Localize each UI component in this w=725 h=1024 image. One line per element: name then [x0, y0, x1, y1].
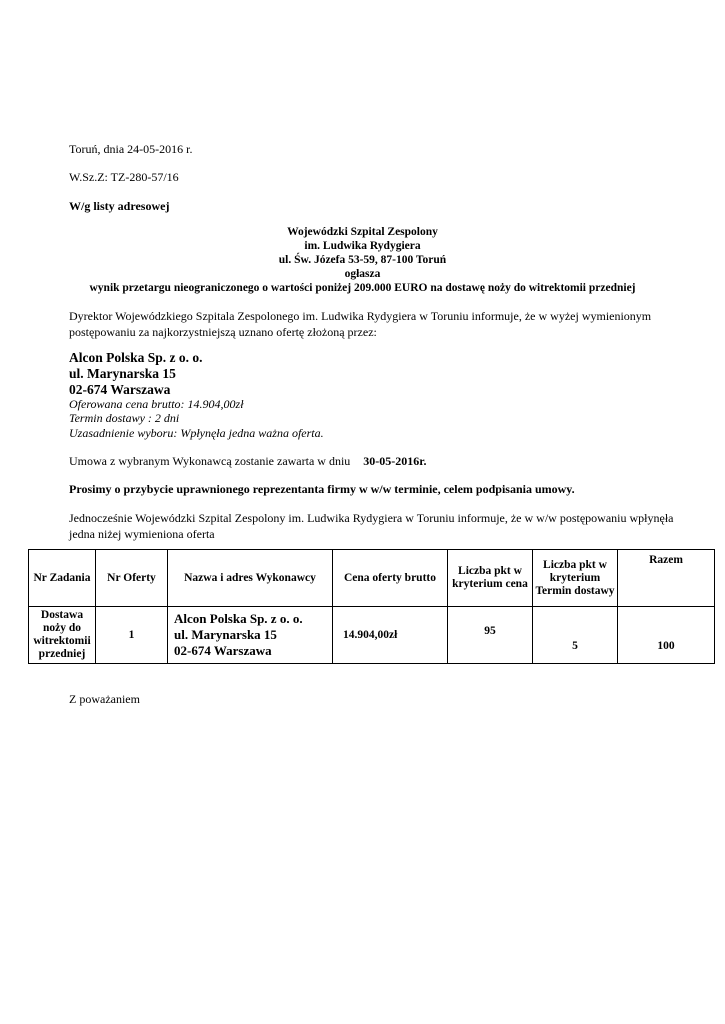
contract-text: Umowa z wybranym Wykonawcą zostanie zawarta w dniu [69, 454, 351, 468]
issuer-name: Wojewódzki Szpital Zespolony [287, 226, 438, 238]
intro-paragraph: Dyrektor Wojewódzkiego Szpitala Zespolonego im. Ludwika Rydygiera w Toruniu informuje, że w wyżej wymienionym postępowaniu za najkorzystniejszą uznano ofertę złożoną przez: [69, 309, 652, 339]
cell-cena: 14.904,00zł [333, 607, 448, 664]
winner-street: ul. Marynarska 15 [69, 366, 176, 381]
cell-wykonawca [168, 607, 333, 664]
winner-name: Alcon Polska Sp. z o. o. [69, 350, 203, 365]
winner-city: 02-674 Warszawa [69, 382, 171, 397]
table-row [29, 607, 715, 664]
distribution-note: W/g listy adresowej [69, 199, 170, 213]
reference-number: W.Sz.Z: TZ-280-57/16 [69, 170, 179, 184]
header-nr-zadania: Nr Zadania [29, 550, 96, 607]
cell-razem: 100 [618, 607, 715, 664]
issuer-announces: ogłasza [344, 268, 381, 280]
cell-pkt-termin: 5 [533, 607, 618, 664]
closing-greeting: Z poważaniem [69, 692, 140, 706]
header-cena: Cena oferty brutto [333, 550, 448, 607]
cell-pkt-cena: 95 [448, 607, 533, 664]
cell-wykonawca-name: Alcon Polska Sp. z o. o. [174, 611, 303, 626]
header-razem: Razem [618, 550, 715, 607]
tender-subject: wynik przetargu nieograniczonego o wartości poniżej 209.000 EURO na dostawę noży do witrektomii przedniej [89, 282, 636, 294]
results-table [28, 549, 715, 664]
cell-wykonawca-city: 02-674 Warszawa [174, 643, 272, 658]
issuer-patron: im. Ludwika Rydygiera [304, 240, 421, 252]
cell-zadanie: Dostawa noży do witrektomii przedniej [29, 607, 96, 664]
header-pkt-cena: Liczba pkt w kryterium cena [448, 550, 533, 607]
winner-delivery: Termin dostawy : 2 dni [69, 411, 180, 425]
contract-date: 30-05-2016r. [363, 454, 427, 468]
cell-oferta: 1 [96, 607, 168, 664]
winner-justification: Uzasadnienie wyboru: Wpłynęła jedna ważna oferta. [69, 426, 324, 440]
header-wykonawca: Nazwa i adres Wykonawcy [168, 550, 333, 607]
header-pkt-termin: Liczba pkt w kryterium Termin dostawy [533, 550, 618, 607]
contract-sentence [69, 454, 427, 469]
header-nr-oferty: Nr Oferty [96, 550, 168, 607]
offers-info: Jednocześnie Wojewódzki Szpital Zespolony im. Ludwika Rydygiera w Toruniu informuje, że w w/w postępowaniu wpłynęła jedna niżej wymieniona oferta [69, 511, 674, 541]
winner-price: Oferowana cena brutto: 14.904,00zł [69, 397, 244, 411]
signing-request: Prosimy o przybycie uprawnionego reprezentanta firmy w w/w terminie, celem podpisania umowy. [69, 482, 575, 496]
table-header-row [29, 550, 715, 607]
issuer-address: ul. Św. Józefa 53-59, 87-100 Toruń [278, 254, 447, 266]
place-date: Toruń, dnia 24-05-2016 r. [69, 142, 193, 156]
cell-wykonawca-street: ul. Marynarska 15 [174, 627, 277, 642]
